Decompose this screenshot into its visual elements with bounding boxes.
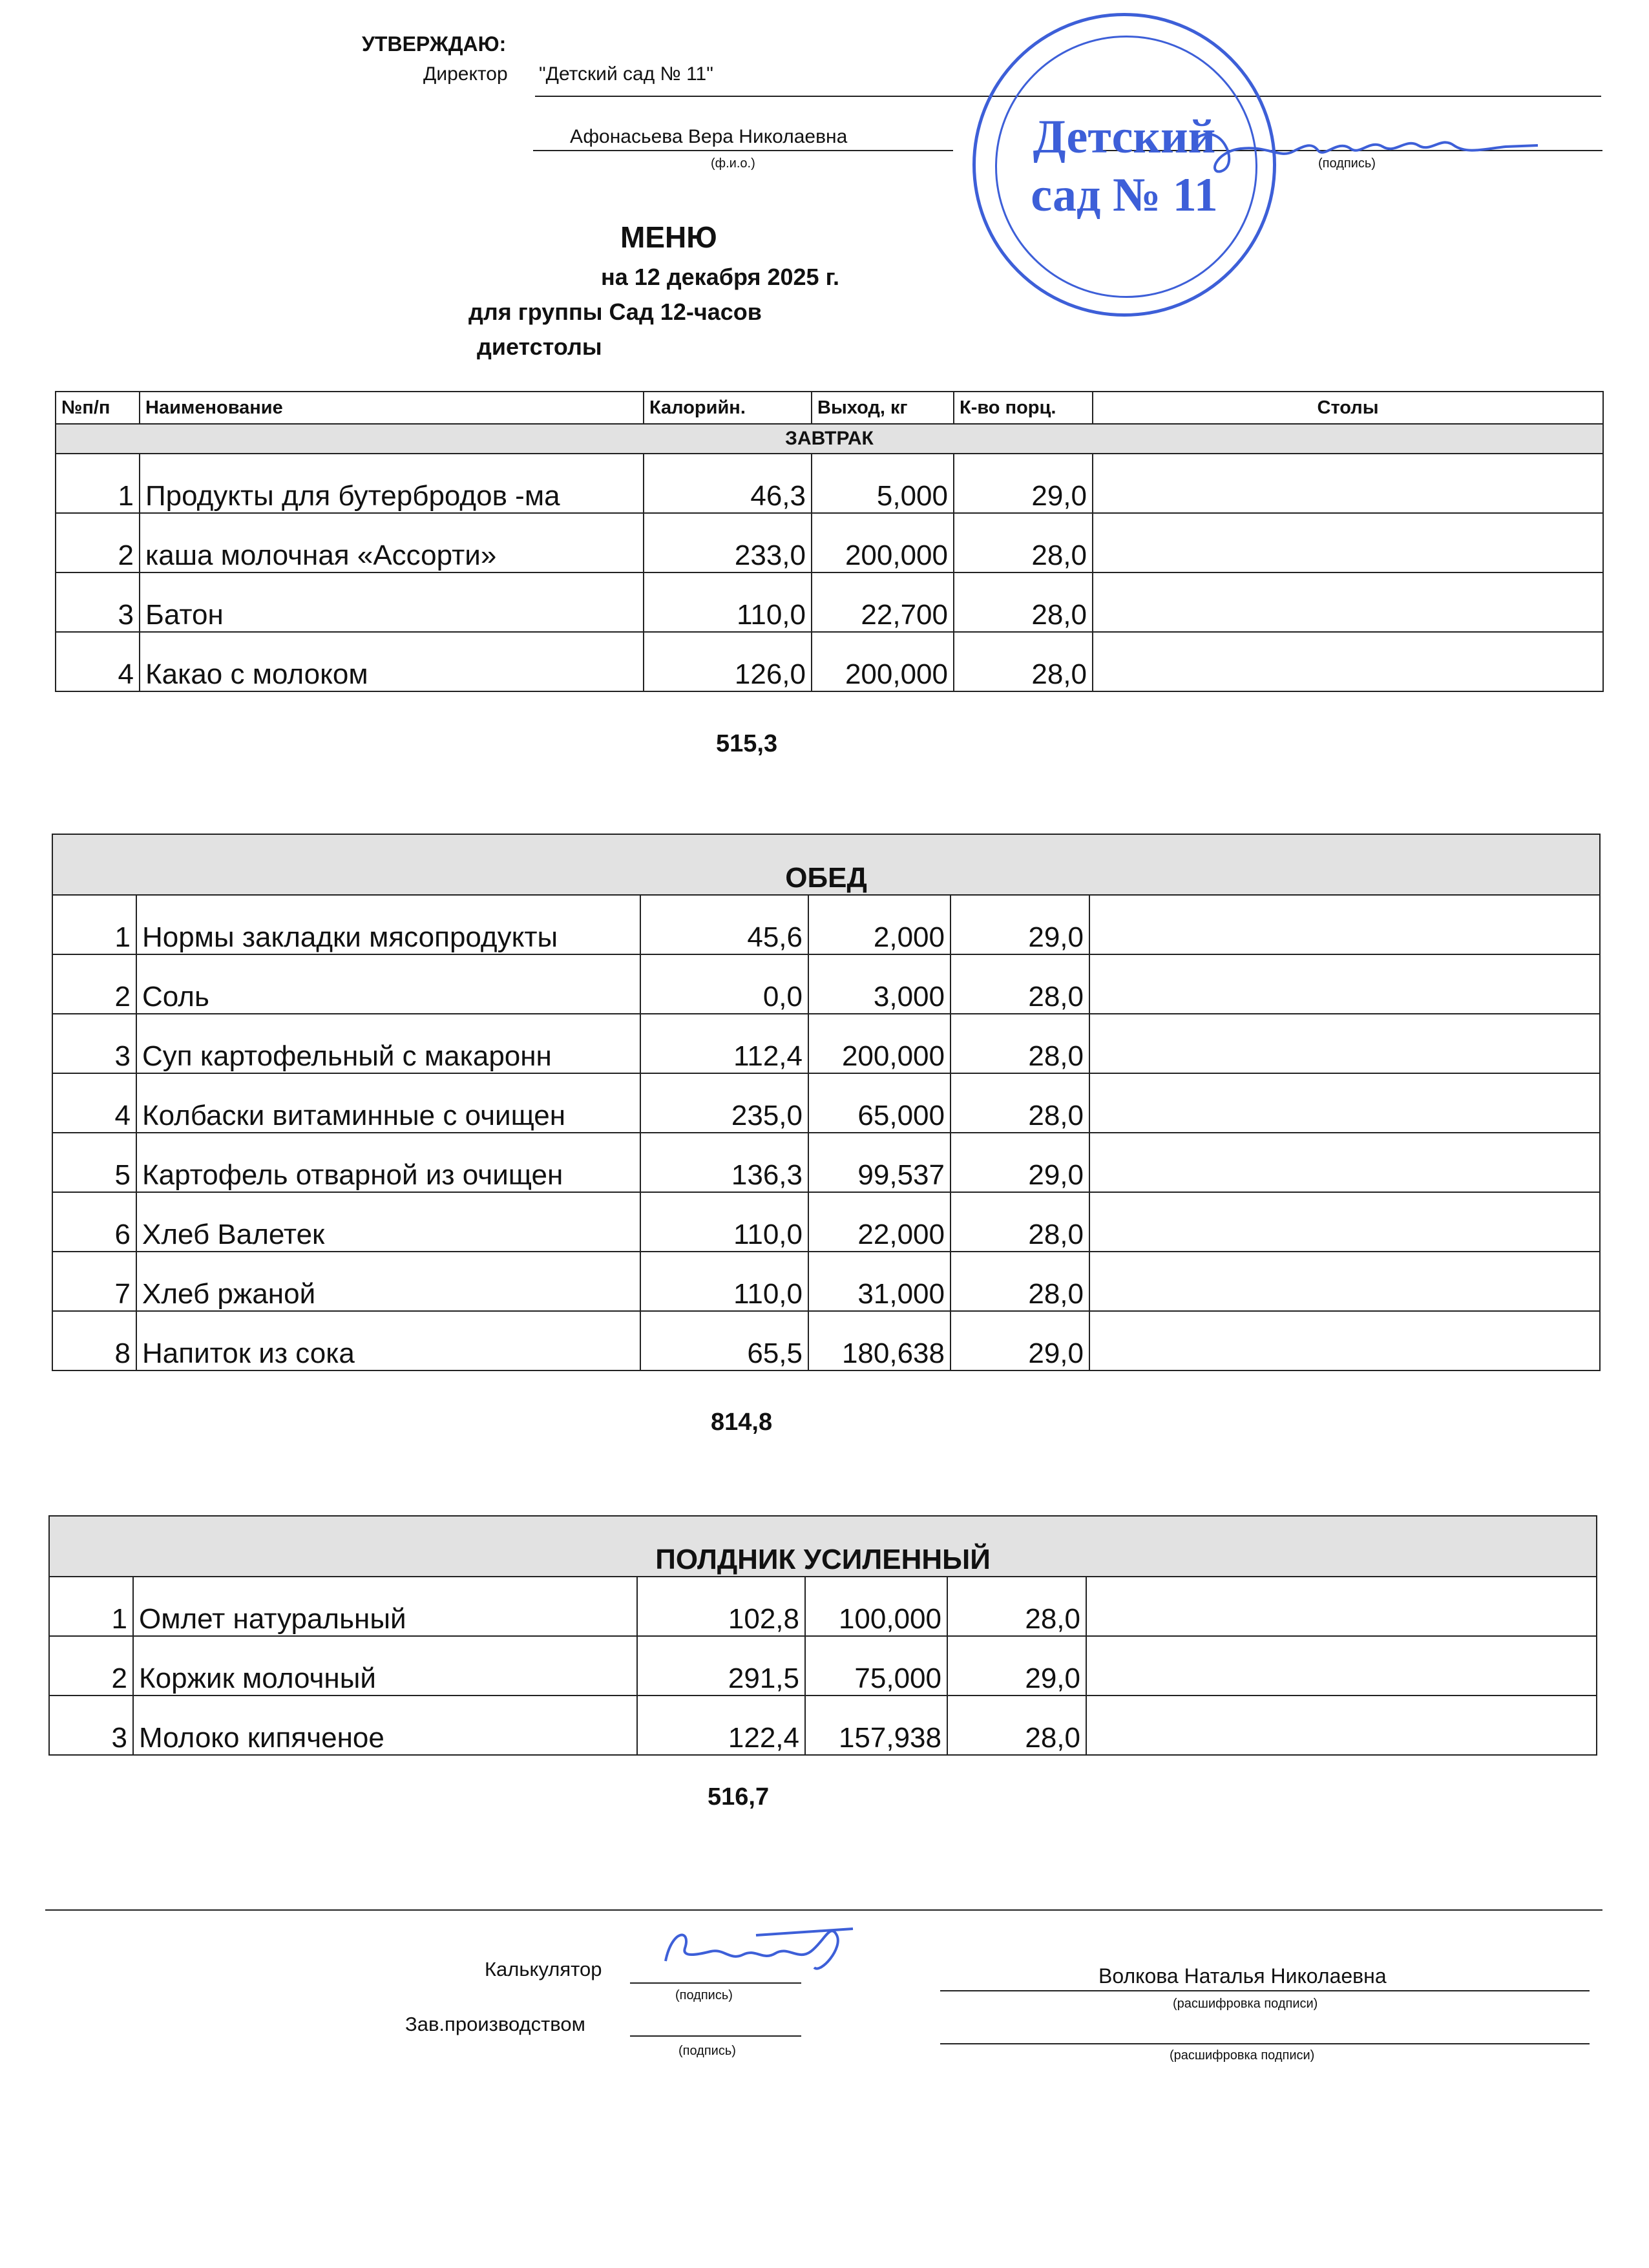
column-header: Калорийн. [644,392,812,424]
lunch-table [52,834,1601,1371]
breakfast-total: 515,3 [716,730,778,757]
section-header-row [56,424,1603,454]
item-calories: 291,5 [637,1636,805,1696]
item-output: 157,938 [805,1696,947,1755]
fio-caption: (ф.и.о.) [711,156,755,171]
table-row [52,1014,1600,1073]
item-name: Картофель отварной из очищен [136,1133,640,1192]
item-number: 4 [56,632,140,691]
item-calories: 122,4 [637,1696,805,1755]
item-tables [1086,1636,1597,1696]
item-tables [1089,1311,1600,1370]
lunch-total: 814,8 [711,1409,773,1436]
item-calories: 136,3 [640,1133,808,1192]
divider [940,2043,1590,2044]
snack-total: 516,7 [708,1783,770,1811]
table-row [56,454,1603,513]
item-calories: 110,0 [640,1192,808,1252]
item-tables [1093,513,1603,572]
item-number: 5 [52,1133,136,1192]
item-tables [1089,1192,1600,1252]
item-tables [1093,572,1603,632]
director-name: Афонасьева Вера Николаевна [570,126,848,147]
item-output: 3,000 [808,954,951,1014]
table-row [52,1311,1600,1370]
table-row [52,1192,1600,1252]
signature-caption: (подпись) [675,1988,733,2002]
table-row [56,632,1603,691]
section-title: ЗАВТРАК [56,424,1603,454]
item-number: 1 [56,454,140,513]
item-output: 65,000 [808,1073,951,1133]
item-name: Нормы закладки мясопродукты [136,895,640,954]
table-row [52,1252,1600,1311]
item-name: Какао с молоком [140,632,644,691]
column-header: №п/п [56,392,140,424]
item-calories: 112,4 [640,1014,808,1073]
item-portions: 28,0 [951,1192,1089,1252]
item-output: 22,000 [808,1192,951,1252]
item-portions: 28,0 [947,1696,1086,1755]
menu-date: на 12 декабря 2025 г. [601,264,839,290]
item-output: 22,700 [812,572,954,632]
item-number: 3 [56,572,140,632]
item-portions: 29,0 [947,1636,1086,1696]
item-name: Молоко кипяченое [133,1696,637,1755]
item-name: Соль [136,954,640,1014]
table-row [56,513,1603,572]
item-portions: 29,0 [951,1311,1089,1370]
item-calories: 126,0 [644,632,812,691]
director-label: Директор [423,63,508,85]
section-header-row [52,834,1600,895]
section-title: ОБЕД [52,834,1600,895]
item-name: каша молочная «Ассорти» [140,513,644,572]
item-name: Омлет натуральный [133,1577,637,1636]
item-calories: 46,3 [644,454,812,513]
item-calories: 110,0 [644,572,812,632]
item-tables [1089,895,1600,954]
item-tables [1089,954,1600,1014]
item-tables [1089,1014,1600,1073]
column-header: К-во порц. [954,392,1093,424]
item-calories: 102,8 [637,1577,805,1636]
item-tables [1093,632,1603,691]
calculator-name: Волкова Наталья Николаевна [1098,1964,1387,1988]
item-number: 7 [52,1252,136,1311]
table-row [49,1636,1597,1696]
item-tables [1086,1577,1597,1636]
item-calories: 235,0 [640,1073,808,1133]
section-header-row [49,1516,1597,1577]
menu-group: для группы Сад 12-часов [468,299,762,325]
decode-caption: (расшифровка подписи) [1170,2048,1315,2063]
item-number: 3 [49,1696,133,1755]
table-header-row [56,392,1603,424]
approval-title: УТВЕРЖДАЮ: [362,32,507,56]
table-row [52,1073,1600,1133]
item-output: 200,000 [808,1014,951,1073]
table-row [52,954,1600,1014]
divider [940,1990,1590,1991]
item-number: 2 [52,954,136,1014]
breakfast-table [55,391,1604,692]
item-portions: 29,0 [951,1133,1089,1192]
item-number: 2 [49,1636,133,1696]
production-label: Зав.производством [405,2013,585,2035]
item-name: Батон [140,572,644,632]
stamp-text-line1: Детский [1033,110,1216,163]
menu-diet: диетстолы [477,333,602,360]
item-output: 200,000 [812,513,954,572]
item-tables [1089,1133,1600,1192]
item-output: 100,000 [805,1577,947,1636]
item-name: Суп картофельный с макаронн [136,1014,640,1073]
item-tables [1093,454,1603,513]
item-portions: 29,0 [951,895,1089,954]
item-calories: 110,0 [640,1252,808,1311]
item-number: 1 [49,1577,133,1636]
item-output: 180,638 [808,1311,951,1370]
item-tables [1089,1252,1600,1311]
stamp-text-line2: сад № 11 [1031,169,1218,222]
item-number: 1 [52,895,136,954]
item-portions: 28,0 [951,954,1089,1014]
item-output: 31,000 [808,1252,951,1311]
item-portions: 28,0 [951,1073,1089,1133]
menu-title: МЕНЮ [620,220,717,254]
decode-caption: (расшифровка подписи) [1173,1997,1318,2011]
organization-name: "Детский сад № 11" [539,63,713,85]
item-tables [1086,1696,1597,1755]
signature-caption: (подпись) [678,2044,736,2058]
item-output: 2,000 [808,895,951,954]
snack-table [48,1515,1597,1756]
item-portions: 28,0 [954,513,1093,572]
item-calories: 0,0 [640,954,808,1014]
item-name: Хлеб Валетек [136,1192,640,1252]
item-portions: 28,0 [947,1577,1086,1636]
calculator-label: Калькулятор [485,1958,602,1980]
divider [630,1982,801,1984]
section-title: ПОЛДНИК УСИЛЕННЫЙ [49,1516,1597,1577]
table-row [49,1696,1597,1755]
item-portions: 28,0 [951,1014,1089,1073]
calculator-signature [659,1916,866,1980]
table-row [56,572,1603,632]
item-output: 200,000 [812,632,954,691]
divider [630,2035,801,2037]
item-number: 3 [52,1014,136,1073]
item-tables [1089,1073,1600,1133]
item-number: 8 [52,1311,136,1370]
item-portions: 28,0 [951,1252,1089,1311]
table-row [52,895,1600,954]
item-name: Напиток из сока [136,1311,640,1370]
item-name: Колбаски витаминные с очищен [136,1073,640,1133]
item-output: 75,000 [805,1636,947,1696]
item-name: Коржик молочный [133,1636,637,1696]
director-signature [1182,113,1544,184]
column-header: Наименование [140,392,644,424]
item-number: 6 [52,1192,136,1252]
item-number: 4 [52,1073,136,1133]
column-header: Выход, кг [812,392,954,424]
item-portions: 28,0 [954,572,1093,632]
item-name: Хлеб ржаной [136,1252,640,1311]
item-number: 2 [56,513,140,572]
column-header: Столы [1093,392,1603,424]
item-name: Продукты для бутербродов -ма [140,454,644,513]
item-output: 99,537 [808,1133,951,1192]
item-calories: 45,6 [640,895,808,954]
item-calories: 65,5 [640,1311,808,1370]
item-portions: 28,0 [954,632,1093,691]
table-row [52,1133,1600,1192]
table-row [49,1577,1597,1636]
item-output: 5,000 [812,454,954,513]
signature-caption: (подпись) [1318,156,1376,171]
divider [533,150,953,151]
item-calories: 233,0 [644,513,812,572]
divider [45,1909,1602,1911]
item-portions: 29,0 [954,454,1093,513]
